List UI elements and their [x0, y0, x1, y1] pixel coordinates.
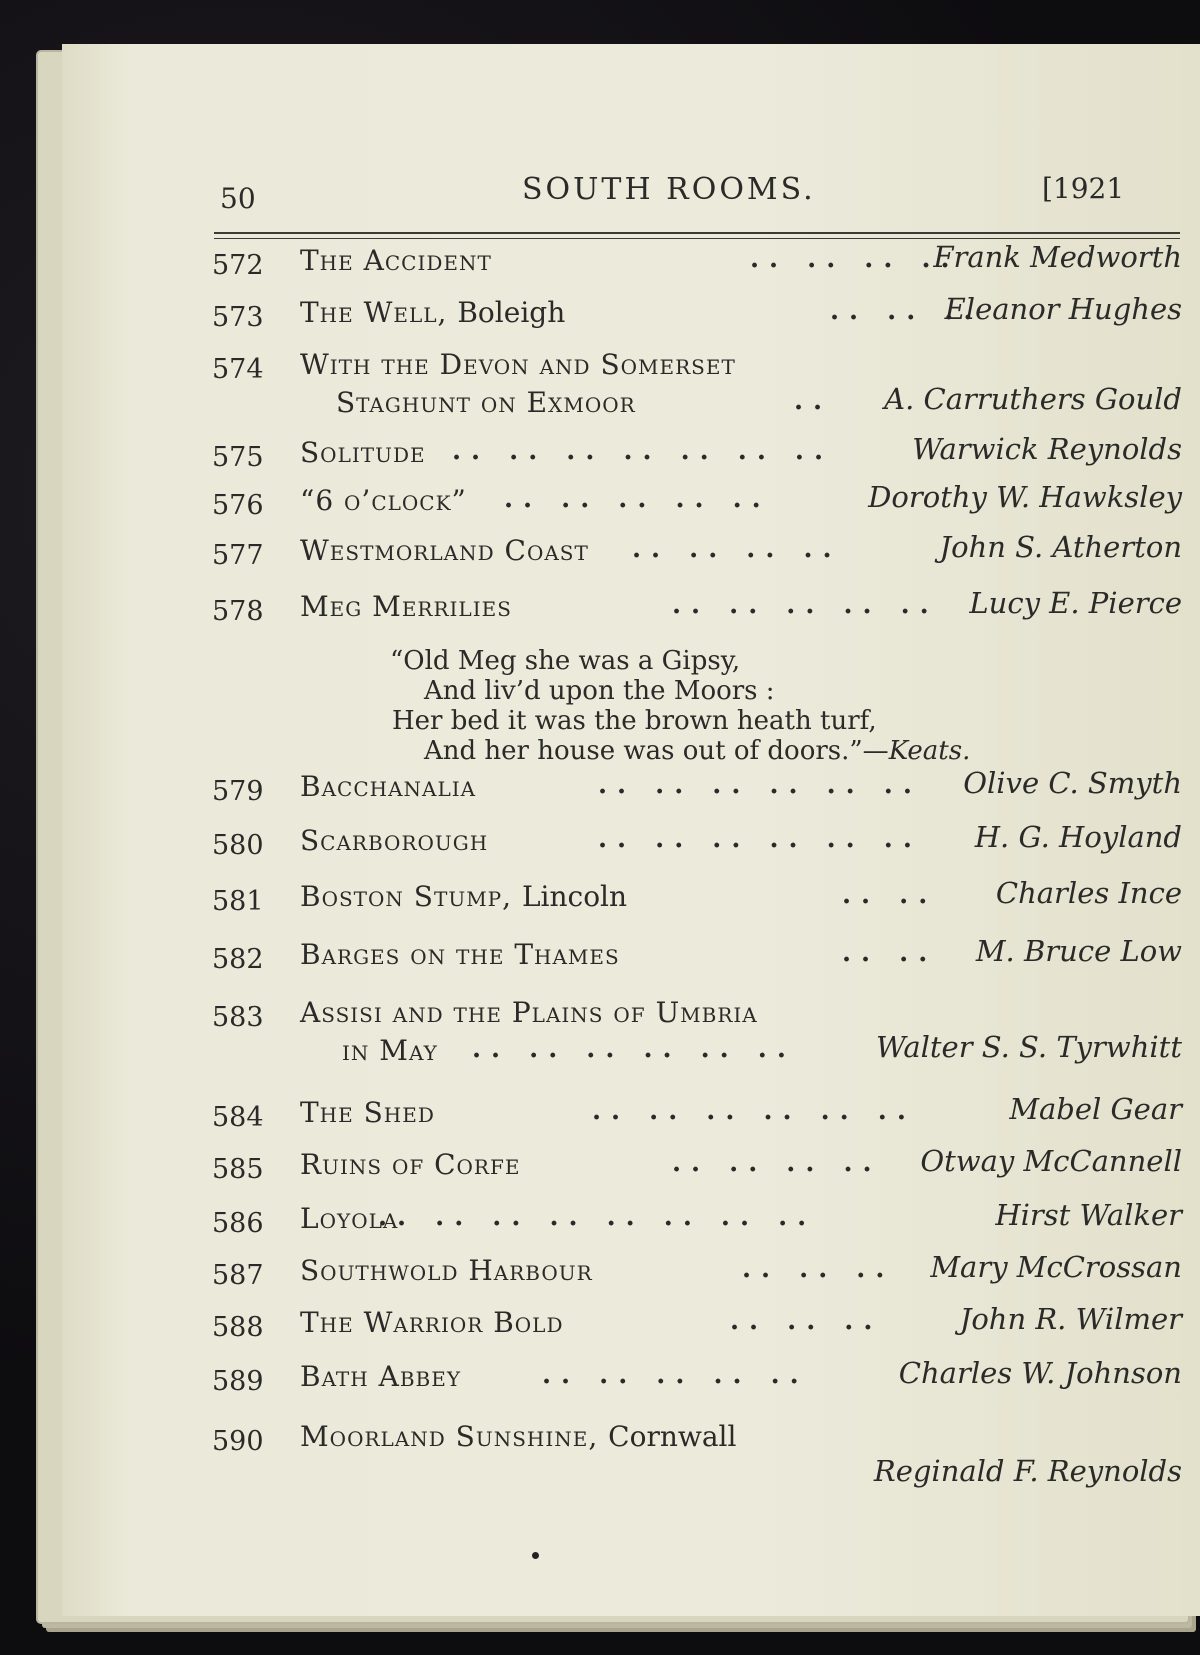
entry-title: “6 o’clock” [300, 484, 467, 517]
catalogue-page [62, 44, 1200, 1616]
leader-dots: .. .. .. .. .. [672, 590, 939, 620]
entry-artist: Walter S. S. Tyrwhitt [876, 1030, 1182, 1064]
entry-artist: Otway McCannell [920, 1144, 1182, 1178]
leader-dots: .. .. .. .. .. .. [592, 1096, 916, 1126]
entry-number: 586 [212, 1208, 264, 1239]
entry-title-caps: Moorland Sunshine, [300, 1420, 609, 1453]
entry-title: The Accident [300, 244, 492, 277]
entry-artist: Frank Medworth [933, 240, 1182, 274]
header-rule [214, 232, 1180, 234]
catalogue-entry [212, 766, 1182, 814]
entry-title [300, 880, 627, 913]
catalogue-entry [212, 934, 1182, 982]
leader-dots: .. .. [842, 938, 938, 968]
leader-dots: .. .. .. .. [632, 534, 842, 564]
catalogue-entry [212, 1144, 1182, 1192]
entry-title: Meg Merrilies [300, 590, 512, 623]
entry-title-line2: Staghunt on Exmoor [336, 386, 636, 419]
entry-title: Scarborough [300, 824, 489, 857]
entry-artist: Reginald F. Reynolds [873, 1454, 1182, 1488]
catalogue-entry [212, 432, 1182, 480]
leader-dots: .. .. .. .. .. .. .. .. [378, 1202, 817, 1232]
page-number: 50 [220, 182, 256, 215]
catalogue-entry [212, 820, 1182, 868]
printer-mark [532, 1552, 539, 1559]
entry-number: 572 [212, 250, 264, 281]
entry-artist: Eleanor Hughes [944, 292, 1182, 326]
catalogue-entry [212, 1250, 1182, 1298]
leader-dots: .. .. [842, 880, 938, 910]
leader-dots: .. .. .. .. [750, 244, 960, 274]
entry-number: 573 [212, 302, 264, 333]
header-rule [214, 238, 1180, 239]
leader-dots: .. .. .. [830, 296, 983, 326]
entry-number: 583 [212, 1002, 264, 1033]
entry-title: Ruins of Corfe [300, 1148, 521, 1181]
entry-artist: Lucy E. Pierce [969, 586, 1182, 620]
entry-number: 582 [212, 944, 264, 975]
entry-artist: Charles Ince [995, 876, 1182, 910]
leader-dots: .. .. .. .. [672, 1148, 882, 1178]
year-label: [1921 [1042, 172, 1125, 205]
quote-attribution: Keats. [888, 736, 971, 766]
entry-title: Bacchanalia [300, 770, 477, 803]
catalogue-entry [212, 348, 1182, 430]
entry-title: Assisi and the Plains of Umbria [300, 996, 758, 1029]
leader-dots: .. .. .. [730, 1306, 883, 1336]
entry-number: 584 [212, 1102, 264, 1133]
entry-number: 577 [212, 540, 264, 571]
entry-artist: H. G. Hoyland [974, 820, 1182, 854]
verse-quote [390, 646, 970, 766]
entry-title: Southwold Harbour [300, 1254, 593, 1287]
entry-number: 574 [212, 354, 264, 385]
entry-artist: M. Bruce Low [975, 934, 1182, 968]
leader-dots: .. .. .. .. .. .. [598, 824, 922, 854]
entry-number: 576 [212, 490, 264, 521]
entry-title-place: Boleigh [457, 296, 566, 329]
leader-dots: .. .. .. .. .. [504, 484, 771, 514]
entry-artist: Dorothy W. Hawksley [868, 480, 1182, 514]
entry-title: Solitude [300, 436, 426, 469]
leader-dots: .. [794, 386, 833, 416]
entry-artist: Olive C. Smyth [963, 766, 1182, 800]
leader-dots: .. .. .. [742, 1254, 895, 1284]
leader-dots: .. .. .. .. .. .. .. [452, 436, 834, 466]
catalogue-entry [212, 1198, 1182, 1246]
entry-number: 588 [212, 1312, 264, 1343]
entry-title: Barges on the Thames [300, 938, 620, 971]
entry-title-caps: The Well, [300, 296, 458, 329]
catalogue-entry [212, 530, 1182, 578]
quote-line: And liv’d upon the Moors : [424, 676, 775, 706]
catalogue-entry [212, 292, 1182, 340]
entry-title-line2: in May [342, 1034, 438, 1067]
quote-line: “Old Meg she was a Gipsy, [390, 646, 741, 676]
catalogue-entry [212, 586, 1182, 634]
catalogue-entry [212, 480, 1182, 528]
entry-title: With the Devon and Somerset [300, 348, 736, 381]
entry-number: 587 [212, 1260, 264, 1291]
entry-number: 581 [212, 886, 264, 917]
catalogue-entry [212, 1092, 1182, 1140]
catalogue-entry [212, 1420, 1182, 1500]
entry-title [300, 1420, 736, 1453]
entry-artist: Warwick Reynolds [912, 432, 1182, 466]
entry-number: 575 [212, 442, 264, 473]
entry-title: The Shed [300, 1096, 435, 1129]
quote-line [390, 736, 970, 766]
page-header [62, 134, 1200, 215]
leader-dots: .. .. .. .. .. .. [472, 1034, 796, 1064]
entry-title: Bath Abbey [300, 1360, 462, 1393]
catalogue-entry [212, 996, 1182, 1076]
quote-line: Her bed it was the brown heath turf, [392, 706, 877, 736]
entry-title: The Warrior Bold [300, 1306, 564, 1339]
leader-dots: .. .. .. .. .. .. [598, 770, 922, 800]
entry-number: 590 [212, 1426, 264, 1457]
catalogue-entry [212, 1302, 1182, 1350]
entry-artist: Charles W. Johnson [898, 1356, 1182, 1390]
catalogue-entry [212, 240, 1182, 288]
entry-artist: Mabel Gear [1009, 1092, 1182, 1126]
entry-title-place: Cornwall [608, 1420, 737, 1453]
entry-artist: Mary McCrossan [930, 1250, 1182, 1284]
entry-title-caps: Boston Stump, [300, 880, 522, 913]
leader-dots: .. .. .. .. .. [542, 1360, 809, 1390]
catalogue-entry [212, 1356, 1182, 1404]
entry-title: Loyola [300, 1202, 399, 1235]
entry-artist: John S. Atherton [939, 530, 1182, 564]
entry-number: 585 [212, 1154, 264, 1185]
entry-title: Westmorland Coast [300, 534, 589, 567]
catalogue-entry [212, 876, 1182, 924]
entry-artist: Hirst Walker [995, 1198, 1182, 1232]
entry-number: 580 [212, 830, 264, 861]
entry-artist: John R. Wilmer [959, 1302, 1182, 1336]
page-title: SOUTH ROOMS. [522, 172, 816, 207]
entry-number: 589 [212, 1366, 264, 1397]
entry-title [300, 296, 565, 329]
entry-number: 579 [212, 776, 264, 807]
entry-title-place: Lincoln [521, 880, 628, 913]
entry-artist: A. Carruthers Gould [884, 382, 1182, 416]
entry-number: 578 [212, 596, 264, 627]
quote-line-text: And her house was out of doors.”— [424, 736, 889, 766]
